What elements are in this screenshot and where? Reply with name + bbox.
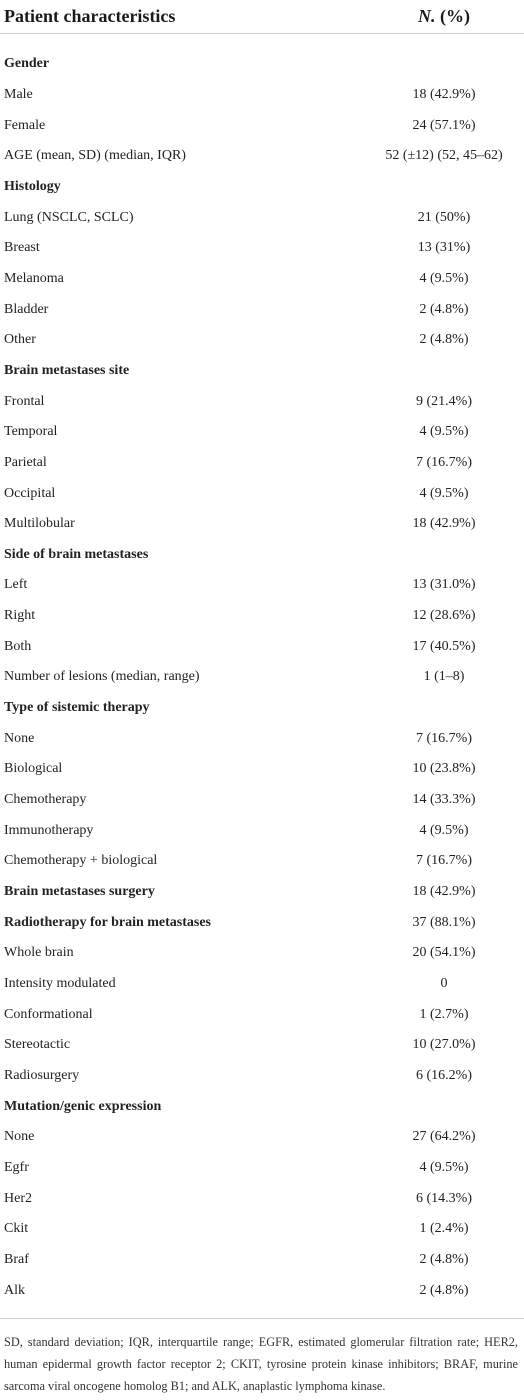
row-value: 18 (42.9%) xyxy=(412,86,476,102)
row-label: Occipital xyxy=(4,485,56,501)
row-value: 10 (27.0%) xyxy=(412,1037,476,1053)
table-row xyxy=(0,417,524,448)
table-row xyxy=(0,294,524,325)
table-row xyxy=(0,938,524,969)
row-label: Alk xyxy=(4,1282,25,1298)
table-row xyxy=(0,846,524,877)
section-header-row xyxy=(0,1091,524,1122)
row-label: Brain metastases surgery xyxy=(4,884,155,900)
row-value: 4 (9.5%) xyxy=(419,485,469,501)
row-value: 52 (±12) (52, 45–62) xyxy=(385,148,503,164)
row-label: AGE (mean, SD) (median, IQR) xyxy=(4,148,186,164)
table-row xyxy=(0,969,524,1000)
row-value: 13 (31%) xyxy=(417,240,471,256)
row-value: 2 (4.8%) xyxy=(419,1251,469,1267)
table-row xyxy=(0,1153,524,1184)
row-label: Immunotherapy xyxy=(4,822,94,838)
row-value: 9 (21.4%) xyxy=(416,393,472,409)
row-label: Radiotherapy for brain metastases xyxy=(4,914,212,930)
table-row xyxy=(0,141,524,172)
row-label: Parietal xyxy=(4,454,47,470)
table-row xyxy=(0,631,524,662)
row-label: Radiosurgery xyxy=(4,1067,80,1083)
row-value: 10 (23.8%) xyxy=(412,761,476,777)
row-label: Temporal xyxy=(4,424,58,440)
row-label: Melanoma xyxy=(4,270,64,286)
section-header-row xyxy=(0,907,524,938)
table-row xyxy=(0,1214,524,1245)
table-row xyxy=(0,202,524,233)
row-label: Chemotherapy + biological xyxy=(4,853,158,869)
table-row xyxy=(0,478,524,509)
row-value: 17 (40.5%) xyxy=(412,638,476,654)
table-row xyxy=(0,386,524,417)
table-row xyxy=(0,1245,524,1276)
section-header-row xyxy=(0,693,524,724)
row-value: 4 (9.5%) xyxy=(419,424,469,440)
table-row xyxy=(0,601,524,632)
section-header-row xyxy=(0,49,524,80)
row-label: Bladder xyxy=(4,301,49,317)
row-label: None xyxy=(4,1129,35,1145)
row-label: Egfr xyxy=(4,1159,29,1175)
row-label: Frontal xyxy=(4,393,45,409)
row-value: 4 (9.5%) xyxy=(419,822,469,838)
row-label: Stereotactic xyxy=(4,1037,71,1053)
footnote-divider xyxy=(0,1318,524,1319)
row-label: Her2 xyxy=(4,1190,32,1206)
row-value: 2 (4.8%) xyxy=(419,301,469,317)
row-value: 6 (14.3%) xyxy=(416,1190,472,1206)
row-label: Lung (NSCLC, SCLC) xyxy=(4,209,134,225)
table-footnote: SD, standard deviation; IQR, interquartile range; EGFR, estimated glomerular filtration rate; HER2, human epidermal growth factor receptor 2; CKIT, tyrosine protein kinase inhibitors; BRAF, murine sarcoma viral oncogene homolog B1; and ALK, anaplastic lymphoma kinase. xyxy=(4,1334,518,1393)
row-label: Intensity modulated xyxy=(4,976,116,992)
row-value: 21 (50%) xyxy=(417,209,471,225)
row-value: 6 (16.2%) xyxy=(416,1067,472,1083)
row-value: 2 (4.8%) xyxy=(419,332,469,348)
table-row xyxy=(0,1030,524,1061)
table-row xyxy=(0,723,524,754)
table-row xyxy=(0,662,524,693)
table-row xyxy=(0,999,524,1030)
section-header-row xyxy=(0,877,524,908)
row-value: 27 (64.2%) xyxy=(412,1129,476,1145)
table-row xyxy=(0,509,524,540)
row-value: 18 (42.9%) xyxy=(412,884,476,900)
row-label: Female xyxy=(4,117,46,133)
row-label: Mutation/genic expression xyxy=(4,1098,162,1114)
row-value: 2 (4.8%) xyxy=(419,1282,469,1298)
row-value: 1 (1–8) xyxy=(423,669,465,685)
table-header xyxy=(0,0,524,34)
row-label: None xyxy=(4,730,35,746)
section-header-row xyxy=(0,172,524,203)
table-row xyxy=(0,815,524,846)
table-body xyxy=(0,49,524,1306)
row-label: Both xyxy=(4,638,32,654)
row-label: Conformational xyxy=(4,1006,93,1022)
header-count-percent xyxy=(364,6,524,27)
header-n-italic: N. xyxy=(418,6,436,26)
row-label: Other xyxy=(4,332,36,348)
table-row xyxy=(0,448,524,479)
row-label: Whole brain xyxy=(4,945,74,961)
row-label: Male xyxy=(4,86,33,102)
table-row xyxy=(0,110,524,141)
row-value: 37 (88.1%) xyxy=(412,914,476,930)
row-value: 4 (9.5%) xyxy=(419,270,469,286)
table-row xyxy=(0,1061,524,1092)
row-value: 7 (16.7%) xyxy=(416,454,472,470)
row-value: 20 (54.1%) xyxy=(412,945,476,961)
table-row xyxy=(0,754,524,785)
row-label: Breast xyxy=(4,240,40,256)
row-value: 1 (2.4%) xyxy=(419,1221,469,1237)
row-value: 4 (9.5%) xyxy=(419,1159,469,1175)
row-label: Biological xyxy=(4,761,63,777)
row-value: 14 (33.3%) xyxy=(412,792,476,808)
table-row xyxy=(0,1275,524,1306)
row-label: Number of lesions (median, range) xyxy=(4,669,200,685)
row-value: 7 (16.7%) xyxy=(416,730,472,746)
row-label: Type of sistemic therapy xyxy=(4,700,150,716)
row-label: Left xyxy=(4,577,28,593)
section-header-row xyxy=(0,540,524,571)
row-label: Chemotherapy xyxy=(4,792,87,808)
row-value: 7 (16.7%) xyxy=(416,853,472,869)
table-row xyxy=(0,264,524,295)
row-value: 18 (42.9%) xyxy=(412,516,476,532)
header-percent: (%) xyxy=(435,6,470,26)
row-label: Braf xyxy=(4,1251,29,1267)
table-row xyxy=(0,80,524,111)
row-label: Ckit xyxy=(4,1221,29,1237)
row-value: 13 (31.0%) xyxy=(412,577,476,593)
row-label: Right xyxy=(4,608,36,624)
table-row xyxy=(0,785,524,816)
table-row xyxy=(0,570,524,601)
table-row xyxy=(0,1122,524,1153)
row-label: Histology xyxy=(4,178,61,194)
row-value: 1 (2.7%) xyxy=(419,1006,469,1022)
row-label: Brain metastases site xyxy=(4,362,130,378)
header-patient-characteristics: Patient characteristics xyxy=(4,6,176,26)
section-header-row xyxy=(0,356,524,387)
row-value: 0 xyxy=(440,976,448,992)
row-label: Multilobular xyxy=(4,516,75,532)
row-value: 24 (57.1%) xyxy=(412,117,476,133)
row-label: Gender xyxy=(4,56,50,72)
row-value: 12 (28.6%) xyxy=(412,608,476,624)
table-row xyxy=(0,325,524,356)
table-row xyxy=(0,1183,524,1214)
table-row xyxy=(0,233,524,264)
row-label: Side of brain metastases xyxy=(4,546,149,562)
